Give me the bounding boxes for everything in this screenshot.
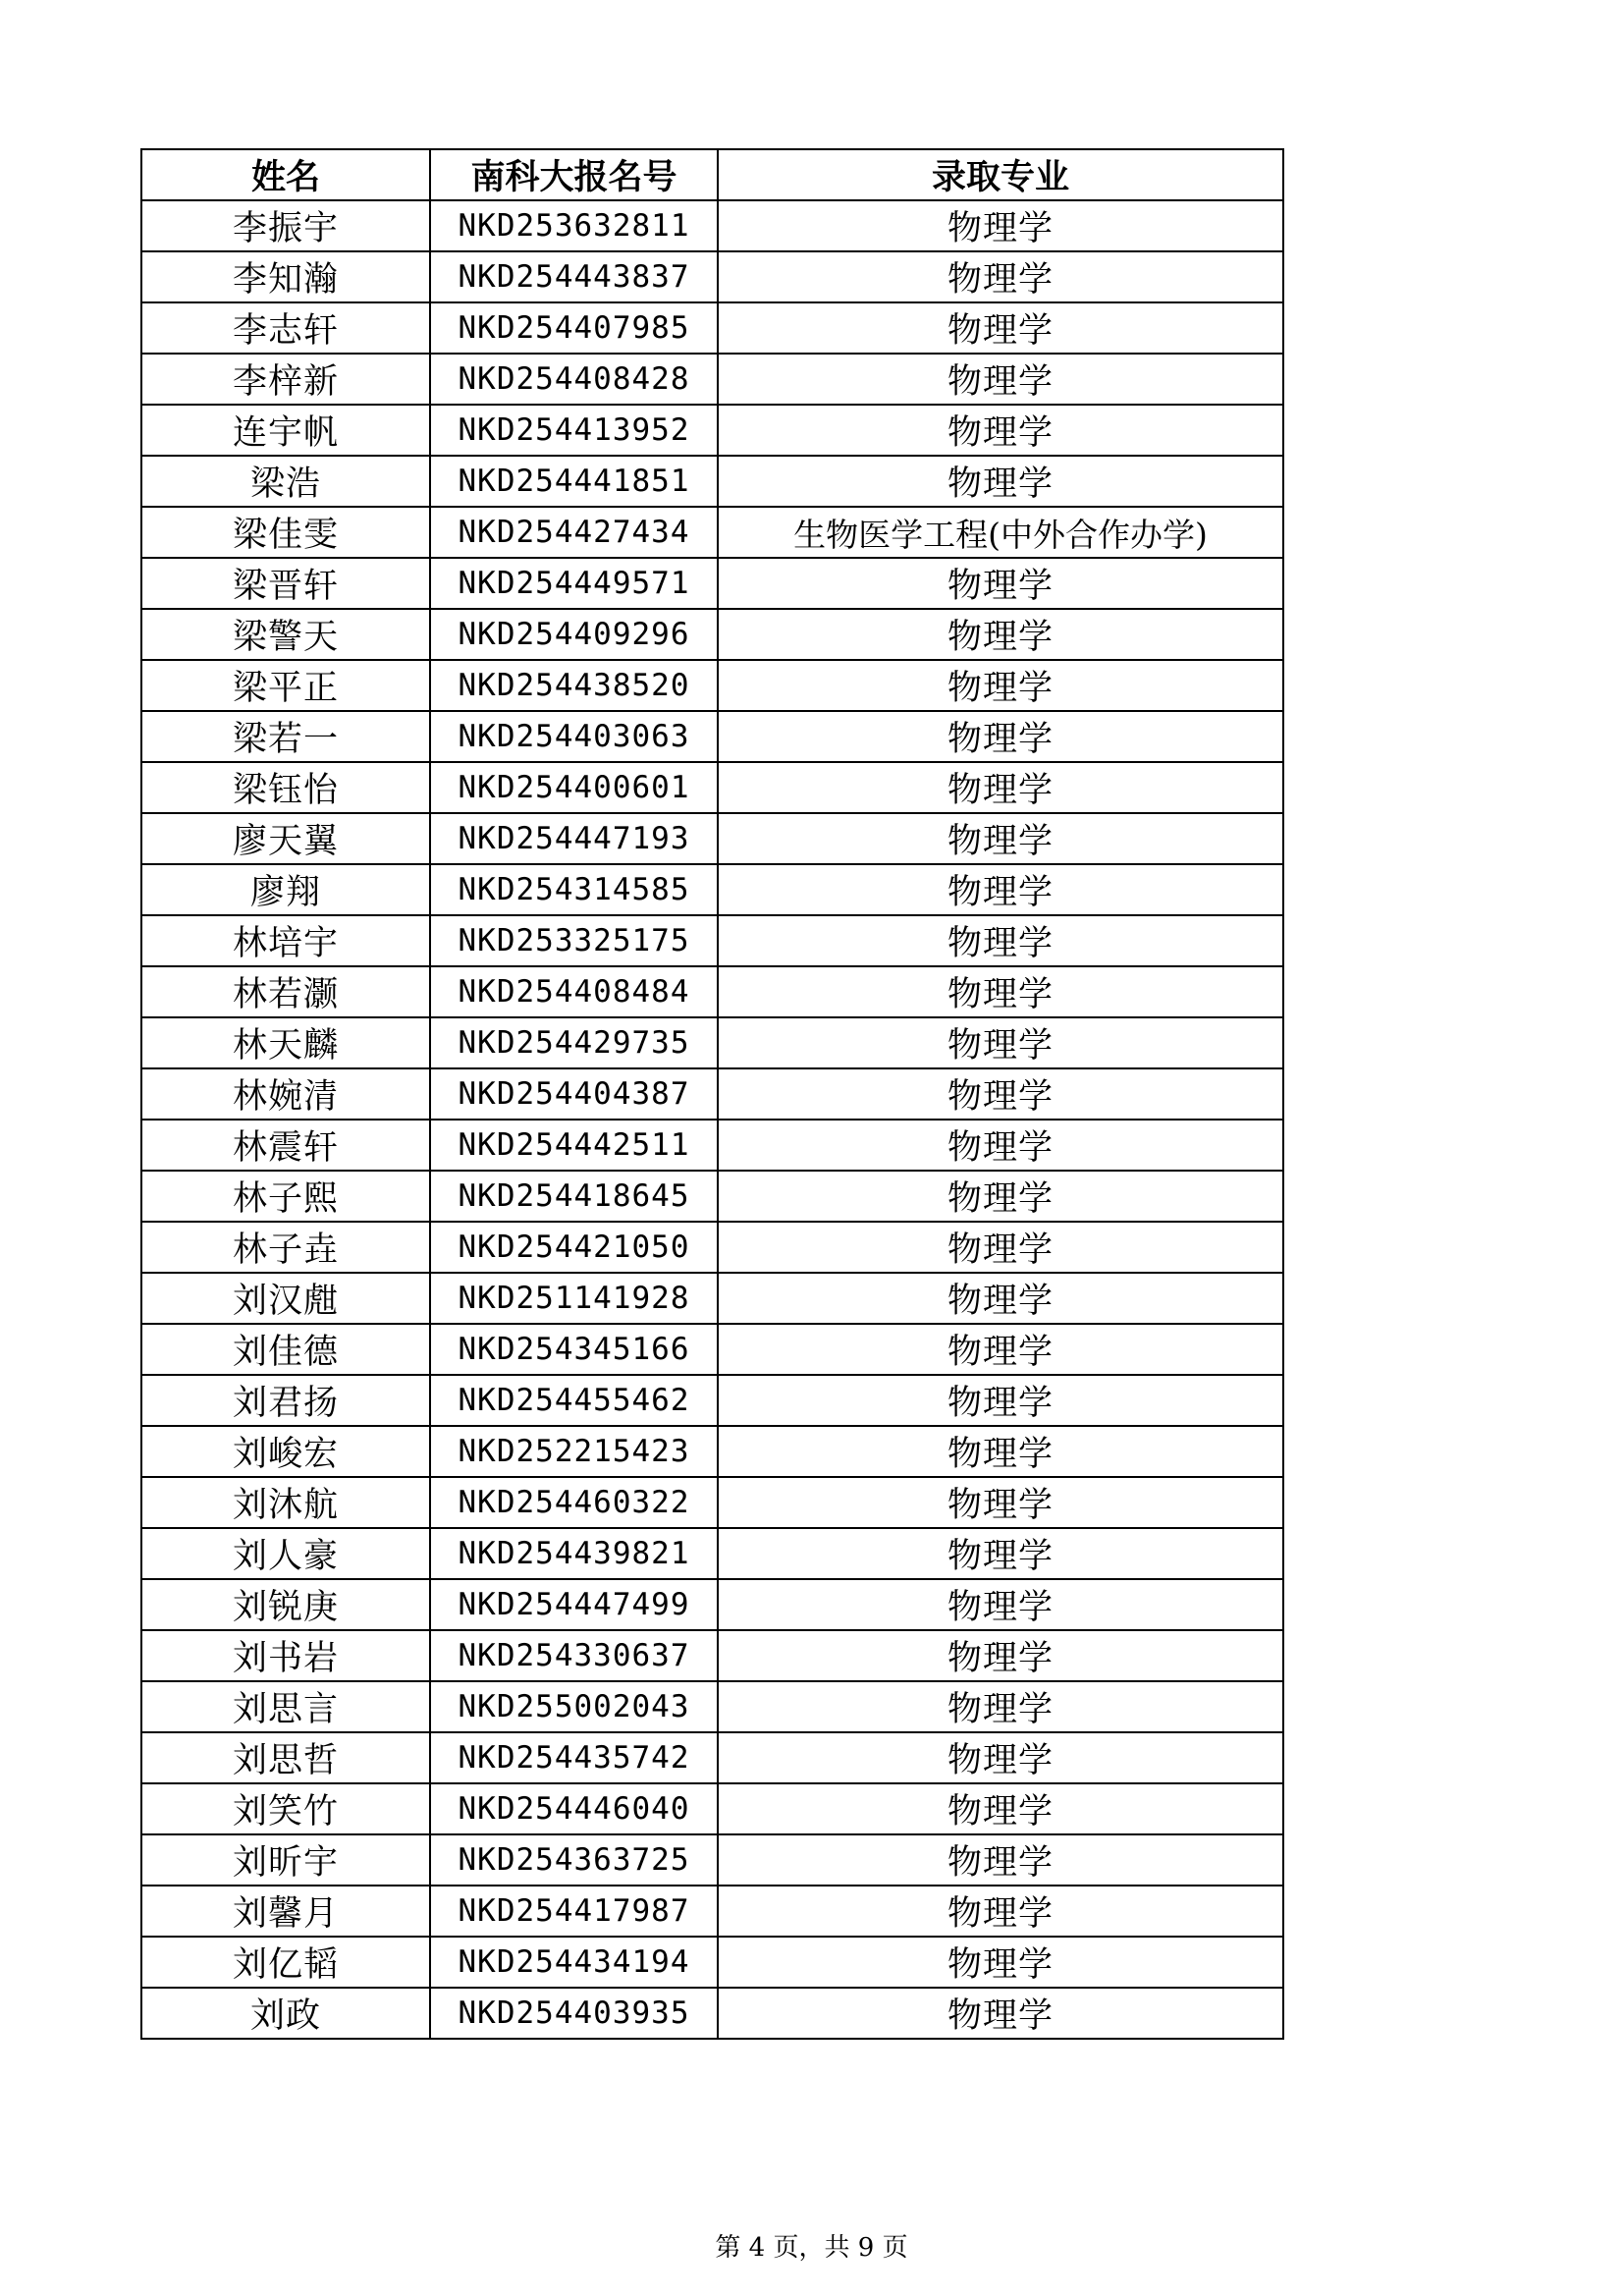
major-cell: 物理学 (718, 1477, 1283, 1528)
column-header-name: 姓名 (141, 149, 430, 200)
table-row (141, 609, 1283, 660)
table-row (141, 1324, 1283, 1375)
major-cell: 物理学 (718, 711, 1283, 762)
name-cell: 刘沐航 (141, 1477, 430, 1528)
major-cell: 物理学 (718, 1017, 1283, 1068)
major-cell: 物理学 (718, 864, 1283, 915)
app-id-cell: NKD255002043 (430, 1681, 718, 1732)
table-row (141, 405, 1283, 456)
major-cell: 物理学 (718, 609, 1283, 660)
table-row (141, 762, 1283, 813)
admission-table (140, 148, 1284, 2040)
table-row (141, 1017, 1283, 1068)
app-id-cell: NKD254435742 (430, 1732, 718, 1783)
major-cell: 物理学 (718, 456, 1283, 507)
app-id-cell: NKD254408484 (430, 966, 718, 1017)
table-row (141, 1988, 1283, 2039)
table-row (141, 456, 1283, 507)
major-cell: 物理学 (718, 1528, 1283, 1579)
major-cell: 物理学 (718, 251, 1283, 302)
name-cell: 刘政 (141, 1988, 430, 2039)
app-id-cell: NKD254413952 (430, 405, 718, 456)
name-cell: 梁晋轩 (141, 558, 430, 609)
app-id-cell: NKD254345166 (430, 1324, 718, 1375)
app-id-cell: NKD254438520 (430, 660, 718, 711)
name-cell: 廖翔 (141, 864, 430, 915)
name-cell: 梁若一 (141, 711, 430, 762)
app-id-cell: NKD254330637 (430, 1630, 718, 1681)
app-id-cell: NKD254418645 (430, 1171, 718, 1222)
name-cell: 李梓新 (141, 354, 430, 405)
major-cell: 物理学 (718, 1937, 1283, 1988)
name-cell: 刘锐庚 (141, 1579, 430, 1630)
name-cell: 李振宇 (141, 200, 430, 251)
app-id-cell: NKD254417987 (430, 1886, 718, 1937)
app-id-cell: NKD254314585 (430, 864, 718, 915)
name-cell: 刘佳德 (141, 1324, 430, 1375)
app-id-cell: NKD254403935 (430, 1988, 718, 2039)
app-id-cell: NKD254447499 (430, 1579, 718, 1630)
app-id-cell: NKD254404387 (430, 1068, 718, 1120)
major-cell: 物理学 (718, 1681, 1283, 1732)
table-row (141, 1222, 1283, 1273)
name-cell: 林子熙 (141, 1171, 430, 1222)
major-cell: 物理学 (718, 762, 1283, 813)
major-cell: 物理学 (718, 1886, 1283, 1937)
name-cell: 刘昕宇 (141, 1834, 430, 1886)
app-id-cell: NKD254446040 (430, 1783, 718, 1834)
app-id-cell: NKD254449571 (430, 558, 718, 609)
major-cell: 物理学 (718, 1375, 1283, 1426)
table-row (141, 1937, 1283, 1988)
name-cell: 林震轩 (141, 1120, 430, 1171)
app-id-cell: NKD254409296 (430, 609, 718, 660)
table-row (141, 1120, 1283, 1171)
major-cell: 物理学 (718, 200, 1283, 251)
major-cell: 物理学 (718, 1273, 1283, 1324)
app-id-cell: NKD252215423 (430, 1426, 718, 1477)
table-row (141, 1579, 1283, 1630)
name-cell: 梁钰怡 (141, 762, 430, 813)
admission-list (140, 148, 1282, 2040)
table-row (141, 354, 1283, 405)
name-cell: 林天麟 (141, 1017, 430, 1068)
app-id-cell: NKD254400601 (430, 762, 718, 813)
name-cell: 梁佳雯 (141, 507, 430, 558)
name-cell: 连宇帆 (141, 405, 430, 456)
name-cell: 刘峻宏 (141, 1426, 430, 1477)
name-cell: 梁平正 (141, 660, 430, 711)
app-id-cell: NKD254407985 (430, 302, 718, 354)
table-row (141, 1426, 1283, 1477)
major-cell: 物理学 (718, 302, 1283, 354)
table-row (141, 1630, 1283, 1681)
table-row (141, 1477, 1283, 1528)
major-cell: 物理学 (718, 1834, 1283, 1886)
table-row (141, 966, 1283, 1017)
table-header-row (141, 149, 1283, 200)
table-body (141, 200, 1283, 2039)
page-number: 第 4 页，共 9 页 (715, 2233, 908, 2263)
table-row (141, 915, 1283, 966)
name-cell: 刘君扬 (141, 1375, 430, 1426)
name-cell: 刘笑竹 (141, 1783, 430, 1834)
major-cell: 物理学 (718, 1068, 1283, 1120)
table-row (141, 711, 1283, 762)
major-cell: 物理学 (718, 1783, 1283, 1834)
name-cell: 梁浩 (141, 456, 430, 507)
table-row (141, 1886, 1283, 1937)
app-id-cell: NKD254363725 (430, 1834, 718, 1886)
table-row (141, 1732, 1283, 1783)
name-cell: 刘思言 (141, 1681, 430, 1732)
name-cell: 林婉清 (141, 1068, 430, 1120)
name-cell: 林培宇 (141, 915, 430, 966)
table-row (141, 1834, 1283, 1886)
app-id-cell: NKD254439821 (430, 1528, 718, 1579)
name-cell: 刘思哲 (141, 1732, 430, 1783)
app-id-cell: NKD254443837 (430, 251, 718, 302)
app-id-cell: NKD254441851 (430, 456, 718, 507)
major-cell: 物理学 (718, 1630, 1283, 1681)
name-cell: 刘汉甝 (141, 1273, 430, 1324)
name-cell: 李知瀚 (141, 251, 430, 302)
table-row (141, 302, 1283, 354)
app-id-cell: NKD254403063 (430, 711, 718, 762)
column-header-major: 录取专业 (718, 149, 1283, 200)
table-row (141, 1681, 1283, 1732)
app-id-cell: NKD254460322 (430, 1477, 718, 1528)
app-id-cell: NKD254447193 (430, 813, 718, 864)
table-row (141, 1068, 1283, 1120)
major-cell: 生物医学工程(中外合作办学) (718, 507, 1283, 558)
column-header-app-id: 南科大报名号 (430, 149, 718, 200)
table-row (141, 251, 1283, 302)
table-row (141, 660, 1283, 711)
major-cell: 物理学 (718, 405, 1283, 456)
major-cell: 物理学 (718, 354, 1283, 405)
table-row (141, 1783, 1283, 1834)
major-cell: 物理学 (718, 1171, 1283, 1222)
name-cell: 李志轩 (141, 302, 430, 354)
major-cell: 物理学 (718, 1222, 1283, 1273)
app-id-cell: NKD251141928 (430, 1273, 718, 1324)
app-id-cell: NKD254429735 (430, 1017, 718, 1068)
name-cell: 廖天翼 (141, 813, 430, 864)
major-cell: 物理学 (718, 1988, 1283, 2039)
table-row (141, 507, 1283, 558)
table-row (141, 864, 1283, 915)
major-cell: 物理学 (718, 1426, 1283, 1477)
app-id-cell: NKD254408428 (430, 354, 718, 405)
name-cell: 林子垚 (141, 1222, 430, 1273)
major-cell: 物理学 (718, 966, 1283, 1017)
table-row (141, 1375, 1283, 1426)
major-cell: 物理学 (718, 915, 1283, 966)
app-id-cell: NKD254442511 (430, 1120, 718, 1171)
major-cell: 物理学 (718, 660, 1283, 711)
major-cell: 物理学 (718, 813, 1283, 864)
name-cell: 刘亿韬 (141, 1937, 430, 1988)
name-cell: 刘书岩 (141, 1630, 430, 1681)
table-row (141, 1273, 1283, 1324)
table-row (141, 1171, 1283, 1222)
app-id-cell: NKD254427434 (430, 507, 718, 558)
app-id-cell: NKD254455462 (430, 1375, 718, 1426)
table-row (141, 1528, 1283, 1579)
major-cell: 物理学 (718, 1324, 1283, 1375)
table-row (141, 813, 1283, 864)
major-cell: 物理学 (718, 1579, 1283, 1630)
app-id-cell: NKD253632811 (430, 200, 718, 251)
table-row (141, 200, 1283, 251)
major-cell: 物理学 (718, 1732, 1283, 1783)
name-cell: 梁警天 (141, 609, 430, 660)
app-id-cell: NKD253325175 (430, 915, 718, 966)
table-row (141, 558, 1283, 609)
app-id-cell: NKD254434194 (430, 1937, 718, 1988)
name-cell: 刘馨月 (141, 1886, 430, 1937)
name-cell: 林若灏 (141, 966, 430, 1017)
major-cell: 物理学 (718, 558, 1283, 609)
name-cell: 刘人豪 (141, 1528, 430, 1579)
major-cell: 物理学 (718, 1120, 1283, 1171)
app-id-cell: NKD254421050 (430, 1222, 718, 1273)
